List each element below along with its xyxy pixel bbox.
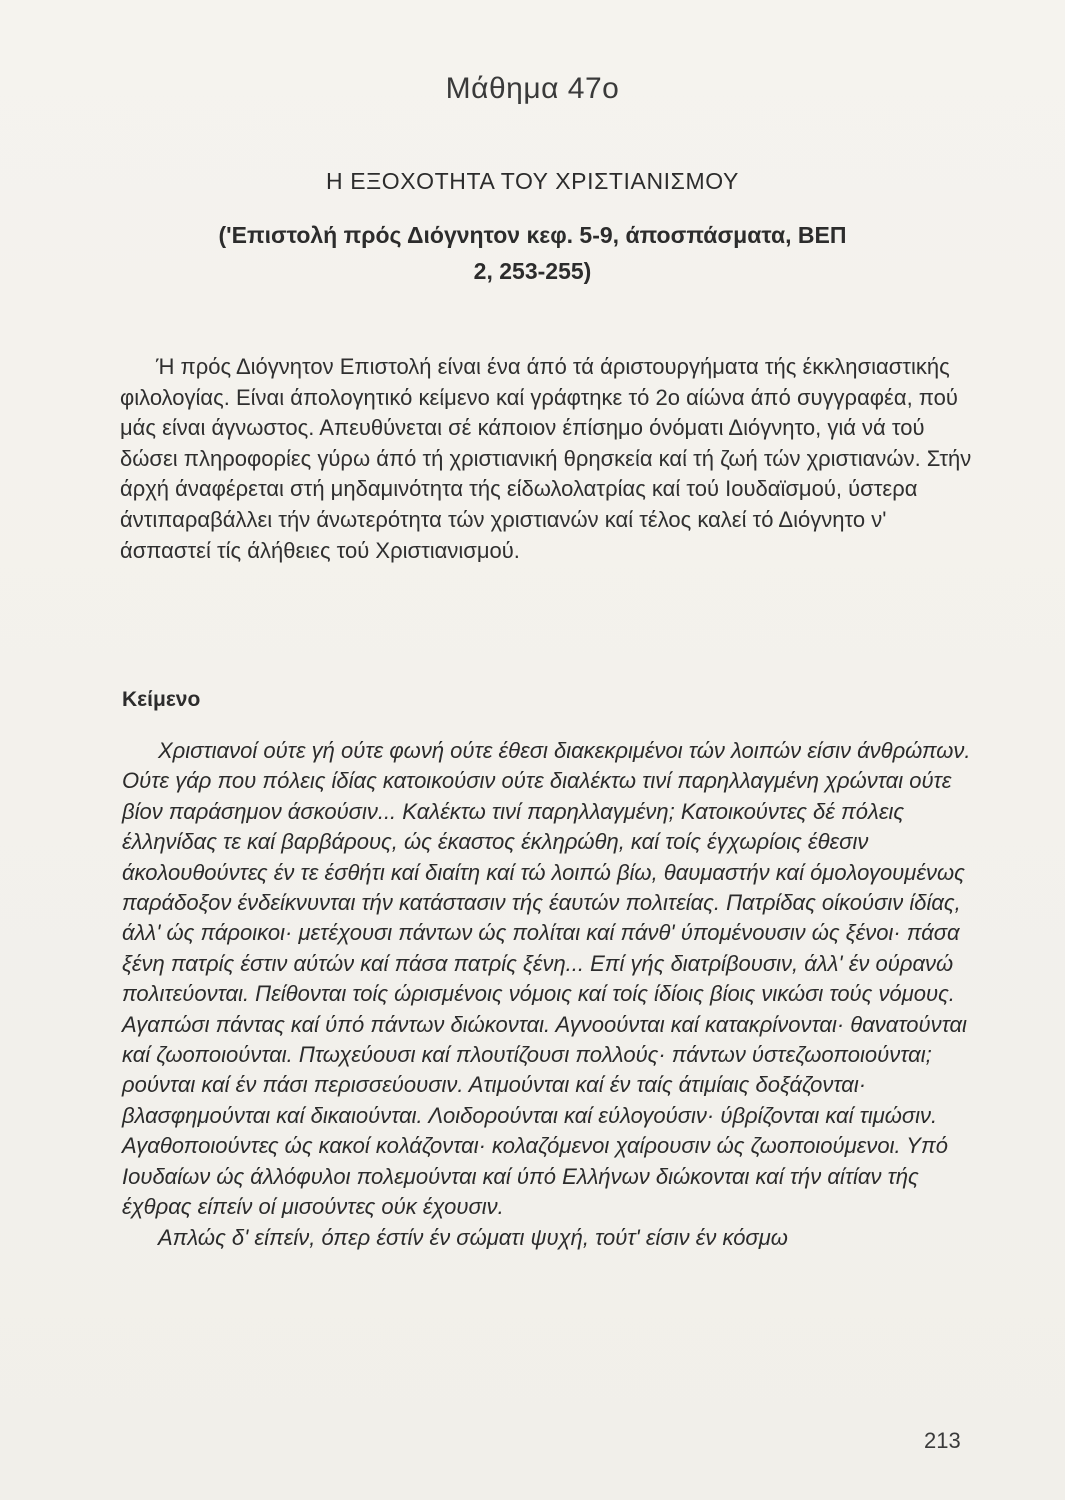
section-heading-text: Κείμενο [122, 688, 201, 711]
source-reference-line-2: 2, 253-255) [473, 258, 592, 284]
intro-section [120, 352, 972, 566]
lesson-title: Μάθημα 47ο [445, 72, 620, 105]
text-paragraph-2: Απλώς δ' είπείν, όπερ έστίν έν σώματι ψυχή, τούτ' είσιν έν κόσμω [158, 1224, 788, 1250]
intro-paragraph: Ή πρός Διόγνητον Επιστολή είναι ένα άπό τά άριστουργήματα τής έκκλησιαστικής φιλολογίας. Είναι άπολογητικό κείμενο καί γράφτηκε τό 2ο αίώνα άπό συγγραφέα, πού μάς είναι άγνωστος. Απευθύνεται σέ κάποιον έπίσημο όνόματι Διόγνητο, γιά νά τού δώσει πληροφορίες γύρω άπό τή χριστιανική θρησκεία καί τή ζωή τών χριστιανών. Στήν άρχή άναφέρεται στή μηδαμινότητα τής είδωλολατρίας καί τού Ιουδαϊσμού, ύστερα άντιπαραβάλλει τήν άνωτερότητα τών χριστιανών καί τέλος καλεί τό Διόγνητο ν' άσπαστεί τίς άλήθειες τού Χριστιανισμού. [120, 354, 972, 563]
source-reference-line-1: ('Επιστολή πρός Διόγνητον κεφ. 5-9, άποσπάσματα, ΒΕΠ [218, 222, 847, 248]
ancient-text-block [122, 736, 972, 1253]
main-title: Η ΕΞΟΧΟΤΗΤΑ ΤΟΥ ΧΡΙΣΤΙΑΝΙΣΜΟΥ [326, 168, 739, 194]
text-paragraph-1: Χριστιανοί ούτε γή ούτε φωνή ούτε έθεσι διακεκριμένοι τών λοιπών είσιν άνθρώπων. Ούτε γάρ που πόλεις ίδίας κατοικούσιν ούτε διαλέκτω τινί παρηλλαγμένη χρώνται ούτε βίον παράσημον άσκούσιν... Καλέκτω τινί παρηλλαγμένη; Κατοικούντες δέ πόλεις έλληνίδας τε καί βαρβάρους, ώς έκαστος έκληρώθη, καί τοίς έγχωρίοις έθεσιν άκολουθούντες έν τε έσθήτι καί διαίτη καί τώ λοιπώ βίω, θαυμαστήν καί όμολογουμένως παράδοξον ένδείκνυνται τήν κατάστασιν τής έαυτών πολιτείας. Πατρίδας οίκούσιν ίδίας, άλλ' ώς πάροικοι· μετέχουσι πάντων ώς πολίται καί πάνθ' ύπομένουσιν ώς ξένοι· πάσα ξένη πατρίς έστιν αύτών καί πάσα πατρίς ξένη... Επί γής διατρίβουσιν, άλλ' έν ούρανώ πολιτεύονται. Πείθονται τοίς ώρισμένοις νόμοις καί τοίς ίδίοις βίοις νικώσι τούς νόμους. Αγαπώσι πάντας καί ύπό πάντων διώκονται. Αγνοούνται καί κατακρίνονται· θανατούνται καί ζωοποιούνται. Πτωχεύουσι καί πλουτίζουσι πολλούς· πάντων ύστεζωοποιούνται; ρούνται καί έν πάσι περισσεύουσιν. Ατιμούνται καί έν ταίς άτιμίαις δοξάζονται· βλασφημούνται καί δικαιούνται. Λοιδορούνται καί εύλογούσιν· ύβρίζονται καί τιμώσιν. Αγαθοποιούντες ώς κακοί κολάζονται· κολαζόμενοι χαίρουσιν ώς ζωοποιούμενοι. Υπό Ιουδαίων ώς άλλόφυλοι πολεμούνται καί ύπό Ελλήνων διώκονται καί τήν αίτίαν τής έχθρας είπείν οί μισούντες ούκ έχουσιν. [122, 738, 971, 1220]
page-number: 213 [924, 1428, 961, 1453]
